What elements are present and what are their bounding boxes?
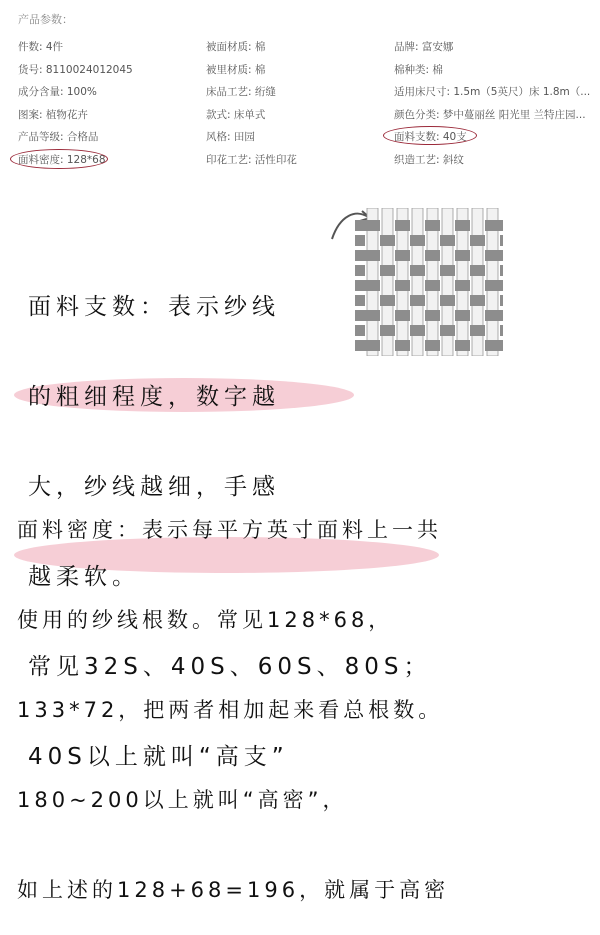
note-line: 越柔软。 <box>28 564 140 590</box>
param-cell: 织造工艺: 斜纹 <box>394 153 464 166</box>
param-cell-yarn-count: 面料支数: 40支 <box>394 131 467 143</box>
param-cell: 货号: 8110024012045 <box>18 63 133 76</box>
note-line: 133*72，把两者相加起来看总根数。 <box>17 698 444 722</box>
weft-thread <box>455 250 470 261</box>
note-line: 使用的纱线根数。常见128*68， <box>17 608 394 632</box>
param-cell: 产品等级: 合格品 <box>18 131 99 143</box>
param-cell: 床品工艺: 绗缝 <box>206 86 276 98</box>
weft-thread <box>485 250 500 261</box>
param-cell: 款式: 床单式 <box>206 108 266 121</box>
param-cell: 颜色分类: 梦中蔓丽丝 阳光里 兰特庄园... <box>394 108 586 121</box>
weft-thread <box>440 325 455 336</box>
note-line: 面料支数：表示纱线 <box>28 294 280 320</box>
note-line-highlighted: 40S以上就叫“高支” <box>28 744 289 770</box>
weft-thread <box>485 310 500 321</box>
weft-thread <box>355 220 365 231</box>
weft-thread <box>485 220 500 231</box>
param-cell: 品牌: 富安娜 <box>394 41 454 53</box>
param-cell: 件数: 4件 <box>18 41 64 53</box>
weft-thread <box>500 280 503 291</box>
param-cell: 适用床尺寸: 1.5m（5英尺）床 1.8m（... <box>394 86 591 98</box>
weft-thread <box>500 235 503 246</box>
note-line: 如上述的128+68=196，就属于高密 <box>17 878 450 902</box>
param-cell: 被里材质: 棉 <box>206 63 266 76</box>
note-line: 常见32S、40S、60S、80S； <box>28 654 432 680</box>
weft-thread <box>500 340 503 351</box>
weft-thread <box>440 295 455 306</box>
weft-thread <box>500 220 503 231</box>
weft-thread <box>455 220 470 231</box>
param-cell: 被面材质: 棉 <box>206 41 266 53</box>
param-cell-density: 面料密度: 128*68 <box>18 153 106 166</box>
params-heading: 产品参数： <box>18 13 73 26</box>
note-line: 的粗细程度，数字越 <box>28 384 280 410</box>
weft-thread <box>470 265 485 276</box>
weft-thread <box>365 220 380 231</box>
weft-thread <box>500 265 503 276</box>
weft-thread <box>500 250 503 261</box>
weft-thread <box>485 280 500 291</box>
density-note <box>17 455 449 935</box>
weft-thread <box>500 295 503 306</box>
weft-thread <box>470 325 485 336</box>
weft-thread <box>470 295 485 306</box>
weft-thread <box>395 220 410 231</box>
param-cell: 棉种类: 棉 <box>394 63 443 76</box>
weft-thread <box>455 280 470 291</box>
params-grid <box>18 40 593 175</box>
param-cell: 成分含量: 100% <box>18 86 97 98</box>
note-line-highlighted: 180~200以上就叫“高密”， <box>17 788 348 812</box>
weft-thread <box>485 340 500 351</box>
weft-thread <box>500 310 503 321</box>
weft-thread <box>425 220 440 231</box>
param-cell: 图案: 植物花卉 <box>18 108 88 121</box>
weft-thread <box>500 325 503 336</box>
note-line: 面料密度：表示每平方英寸面料上一共 <box>17 518 442 542</box>
weft-thread <box>455 340 470 351</box>
weft-thread <box>440 265 455 276</box>
weft-thread <box>455 310 470 321</box>
param-cell: 印花工艺: 活性印花 <box>206 153 297 166</box>
weft-thread <box>440 235 455 246</box>
weft-thread <box>470 235 485 246</box>
note-line: 大，纱线越细，手感 <box>28 474 280 500</box>
param-cell: 风格: 田园 <box>206 131 255 143</box>
